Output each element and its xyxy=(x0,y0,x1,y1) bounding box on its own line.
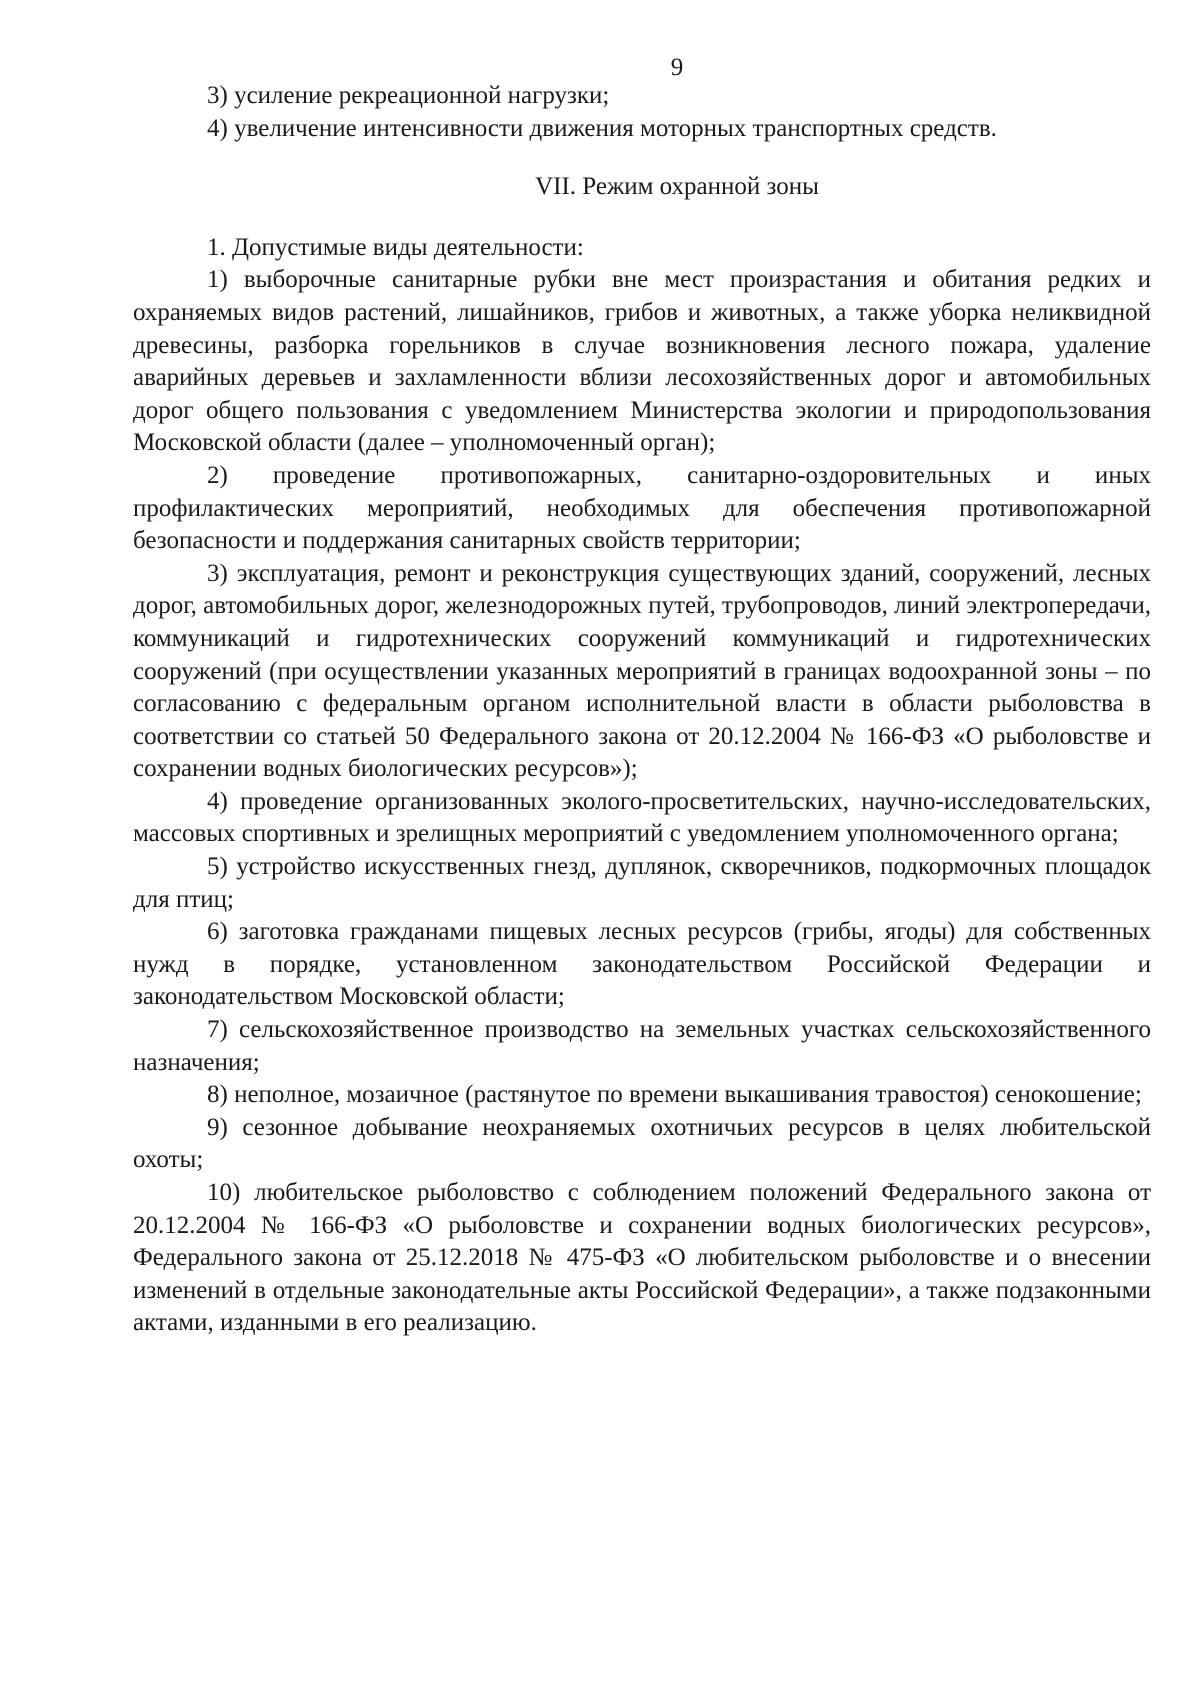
list-item: 5) устройство искусственных гнезд, дуплянок, скворечников, подкормочных площадок для птиц; xyxy=(133,853,1151,913)
list-item: 4) проведение организованных эколого-просветительских, научно-исследовательских, массовых спортивных и зрелищных мероприятий с уведомлением уполномоченного органа; xyxy=(133,787,1151,848)
subsection-title: 1. Допустимые виды деятельности: xyxy=(207,233,584,261)
list-item: 9) сезонное добывание неохраняемых охотничьих ресурсов в целях любительской охоты; xyxy=(133,1113,1151,1174)
list-item: 1) выборочные санитарные рубки вне мест произрастания и обитания редких и охраняемых видов растений, лишайников, грибов и животных, а также уборка неликвидной древесины, разборка горельников в случае возникновения лесного пожара, удаление аварийных деревьев и захламленности вблизи лесохозяйственных дорог и автомобильных дорог общего пользования с уведомлением Министерства экологии и природопользования Московской области (далее – уполномоченный орган); xyxy=(133,266,1151,457)
page-number: 9 xyxy=(670,54,684,81)
list-item: 6) заготовка гражданами пищевых лесных ресурсов (грибы, ягоды) для собственных нужд в порядке, установленном законодательством Российской Федерации и законодательством Московской области; xyxy=(133,918,1151,1011)
list-item: 2) проведение противопожарных, санитарно-оздоровительных и иных профилактических мероприятий, необходимых для обеспечения противопожарной безопасности и поддержания санитарных свойств территории; xyxy=(133,461,1151,555)
list-item: 3) эксплуатация, ремонт и реконструкция существующих зданий, сооружений, лесных дорог, автомобильных дорог, железнодорожных путей, трубопроводов, линий электропередачи, коммуникаций и гидротехнических сооружений коммуникаций и гидротехнических сооружений (при осуществлении указанных мероприятий в границах водоохранной зоны – по согласованию с федеральным органом исполнительной власти в области рыболовства в соответствии со статьей 50 Федерального закона от 20.12.2004 № 166-ФЗ «О рыболовстве и сохранении водных биологических ресурсов»); xyxy=(133,559,1151,783)
list-item: 8) неполное, мозаичное (растянутое по времени выкашивания травостоя) сенокошение; xyxy=(207,1081,1142,1109)
intro-item: 3) усиление рекреационной нагрузки; xyxy=(207,82,610,109)
section-title: VII. Режим охранной зоны xyxy=(535,173,819,201)
list-item: 10) любительское рыболовство с соблюдением положений Федерального закона от 20.12.2004 № 166-ФЗ «О рыболовстве и сохранении водных биологических ресурсов», Федерального закона от 25.12.2018 № 475-ФЗ «О любительском рыболовстве и о внесении изменений в отдельные законодательные акты Российской Федерации», а также подзаконными актами, изданными в его реализацию. xyxy=(133,1179,1151,1337)
document-page xyxy=(133,52,1151,1340)
intro-item: 4) увеличение интенсивности движения моторных транспортных средств. xyxy=(207,114,997,142)
list-item: 7) сельскохозяйственное производство на земельных участках сельскохозяйственного назначения; xyxy=(133,1016,1151,1076)
